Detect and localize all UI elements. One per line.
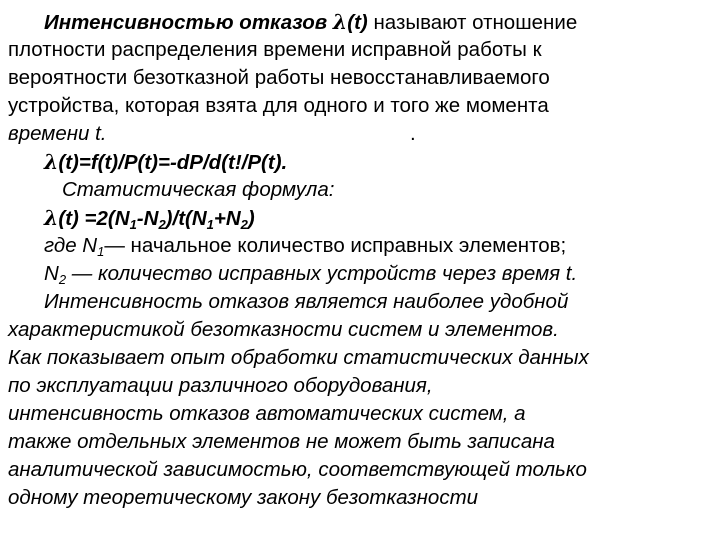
paragraph-line: одному теоретическому закону безотказности (8, 486, 479, 509)
definition-line-5 (8, 120, 416, 148)
paragraph-line: интенсивность отказов автоматических систем, а (8, 402, 526, 425)
subscript: 1 (97, 244, 105, 259)
paragraph-line: по эксплуатации различного оборудования, (8, 374, 433, 397)
paragraph-line: характеристикой безотказности систем и элементов. (8, 318, 559, 341)
formula-statistical (44, 204, 255, 233)
where-n1-symbol: где N (44, 234, 98, 257)
subscript: 1 (129, 217, 137, 232)
where-n2-line (44, 260, 577, 288)
where-n1-line (44, 232, 566, 260)
subscript: 2 (158, 217, 166, 232)
lambda-symbol: λ (332, 10, 348, 34)
definition-line-1 (44, 8, 577, 37)
formula-main (44, 148, 287, 177)
subscript: 2 (240, 217, 248, 232)
paragraph-line: также отдельных элементов не может быть записана (8, 430, 555, 453)
lambda-symbol: λ (44, 206, 59, 230)
formula-part: +N (213, 207, 241, 230)
where-n1-description: — начальное количество исправных элементов; (104, 234, 567, 257)
paragraph-line: аналитической зависимостью, соответствующей только (8, 458, 587, 481)
formula-main-expression: (t)=f(t)/P(t)=-dP/d(t!/P(t). (58, 151, 288, 174)
definition-text: называют отношение (367, 11, 578, 34)
statistical-formula-label: Статистическая формула: (62, 178, 335, 201)
subscript: 1 (206, 217, 214, 232)
formula-part: )/t(N (165, 207, 207, 230)
definition-line-3: вероятности безотказной работы невосстанавливаемого (8, 66, 550, 89)
formula-part: (t) =2(N (58, 207, 130, 230)
term-failure-intensity: Интенсивностью отказов (44, 11, 333, 34)
formula-part: ) (247, 207, 255, 230)
formula-part: -N (136, 207, 159, 230)
definition-line-2: плотности распределения времени исправной работы к (8, 38, 542, 61)
subscript: 2 (58, 272, 67, 287)
definition-line-4: устройства, которая взята для одного и того же момента (8, 94, 549, 117)
where-n2-description: — количество исправных устройств через время t. (66, 262, 578, 285)
where-n2-symbol: N (44, 262, 59, 285)
term-argument: (t) (347, 11, 368, 34)
paragraph-line: Интенсивность отказов является наиболее удобной (44, 290, 569, 313)
paragraph-line: Как показывает опыт обработки статистических данных (8, 346, 589, 369)
definition-end-text: времени t. (8, 122, 107, 145)
trailing-dot: . (410, 122, 416, 145)
lambda-symbol: λ (44, 150, 59, 174)
